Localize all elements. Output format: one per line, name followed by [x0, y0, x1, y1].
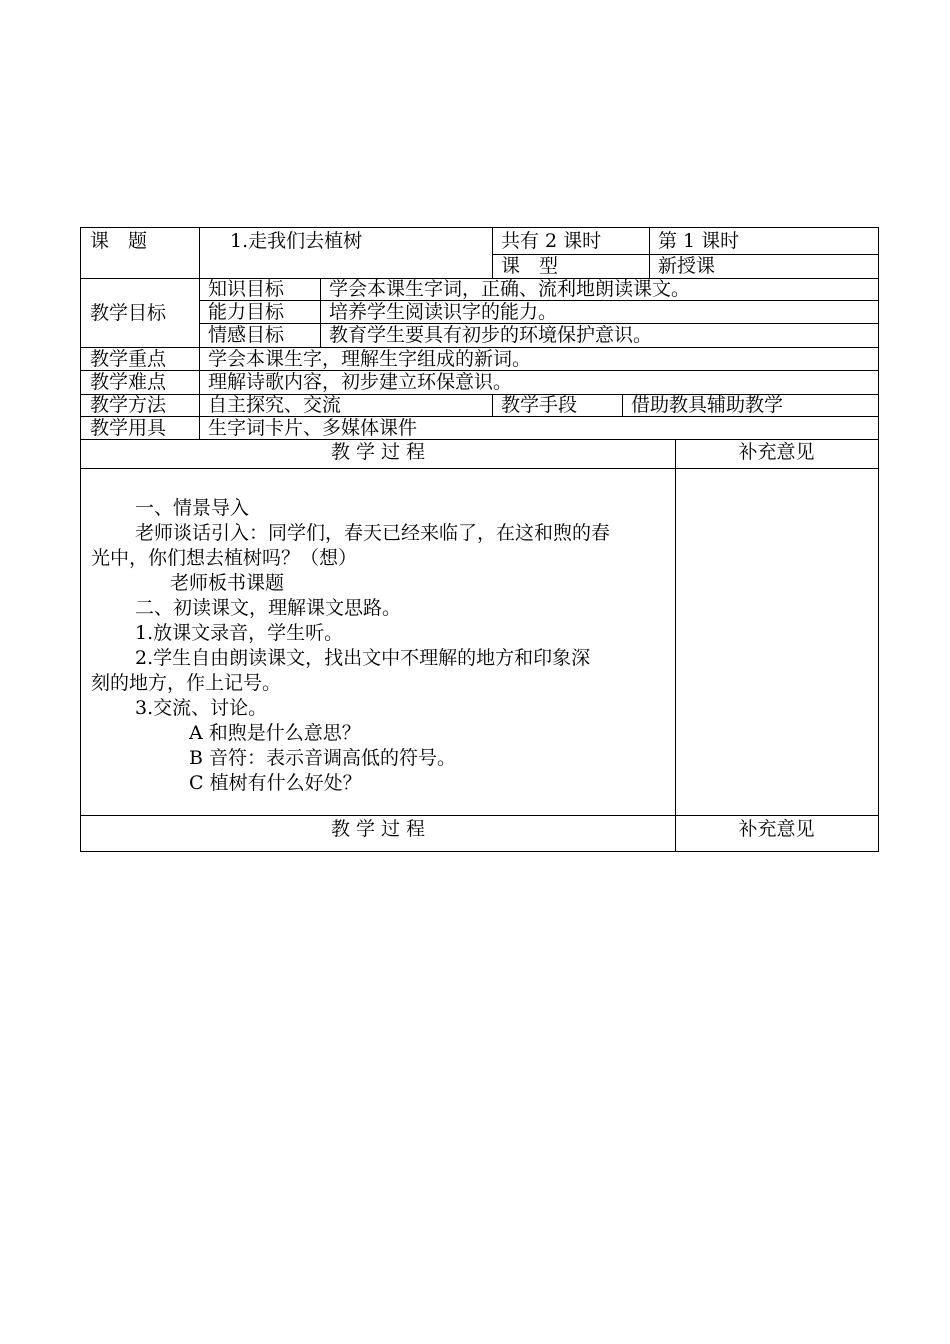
lesson-number: 第 1 课时 [658, 230, 740, 252]
process-line: 二、初读课文，理解课文思路。 [135, 597, 402, 619]
ability-goal-label: 能力目标 [208, 301, 285, 323]
process-line: A 和煦是什么意思？ [189, 722, 361, 744]
tools-value: 生字词卡片、多媒体课件 [208, 417, 418, 439]
process-header-2: 教 学 过 程 [330, 818, 426, 840]
type-value: 新授课 [658, 255, 716, 277]
row-line [81, 468, 878, 469]
col-line [675, 439, 676, 851]
lesson-plan-table [80, 227, 879, 852]
total-hours: 共有 2 课时 [501, 230, 602, 252]
tools-label: 教学用具 [90, 417, 167, 439]
emotion-goal-label: 情感目标 [208, 324, 285, 346]
process-line: 3.交流、讨论。 [135, 697, 268, 719]
knowledge-goal-label: 知识目标 [208, 278, 285, 300]
process-line: 刻的地方，作上记号。 [91, 672, 282, 694]
process-line: C 植树有什么好处？ [189, 772, 362, 794]
ability-goal-value: 培养学生阅读识字的能力。 [329, 301, 558, 323]
supplement-header: 补充意见 [738, 441, 815, 463]
supplement-header-2: 补充意见 [738, 818, 815, 840]
topic-value: 1.走我们去植树 [230, 230, 363, 252]
emotion-goal-value: 教育学生要具有初步的环境保护意识。 [329, 324, 653, 346]
process-line: 老师板书课题 [170, 572, 285, 594]
process-line: 2.学生自由朗读课文，找出文中不理解的地方和印象深 [135, 647, 591, 669]
difficulty-label: 教学难点 [90, 371, 167, 393]
means-value: 借助教具辅助教学 [631, 394, 784, 416]
process-line: 老师谈话引入：同学们，春天已经来临了，在这和煦的春 [135, 522, 611, 544]
process-header: 教 学 过 程 [330, 441, 426, 463]
process-content [91, 496, 671, 796]
topic-label: 课 题 [90, 230, 148, 252]
row-line [81, 815, 878, 816]
process-line: B 音符：表示音调高低的符号。 [189, 747, 457, 769]
difficulty-value: 理解诗歌内容，初步建立环保意识。 [208, 371, 513, 393]
knowledge-goal-value: 学会本课生字词，正确、流利地朗读课文。 [329, 278, 691, 300]
type-label: 课 型 [501, 255, 559, 277]
key-point-value: 学会本课生字，理解生字组成的新词。 [208, 348, 532, 370]
goals-label: 教学目标 [90, 302, 167, 324]
means-label: 教学手段 [501, 394, 578, 416]
method-value: 自主探究、交流 [208, 394, 342, 416]
process-line: 光中，你们想去植树吗？（想） [91, 547, 358, 569]
row-line [81, 439, 878, 440]
method-label: 教学方法 [90, 394, 167, 416]
process-line: 1.放课文录音，学生听。 [135, 622, 344, 644]
process-line: 一、情景导入 [135, 497, 250, 519]
key-point-label: 教学重点 [90, 348, 167, 370]
